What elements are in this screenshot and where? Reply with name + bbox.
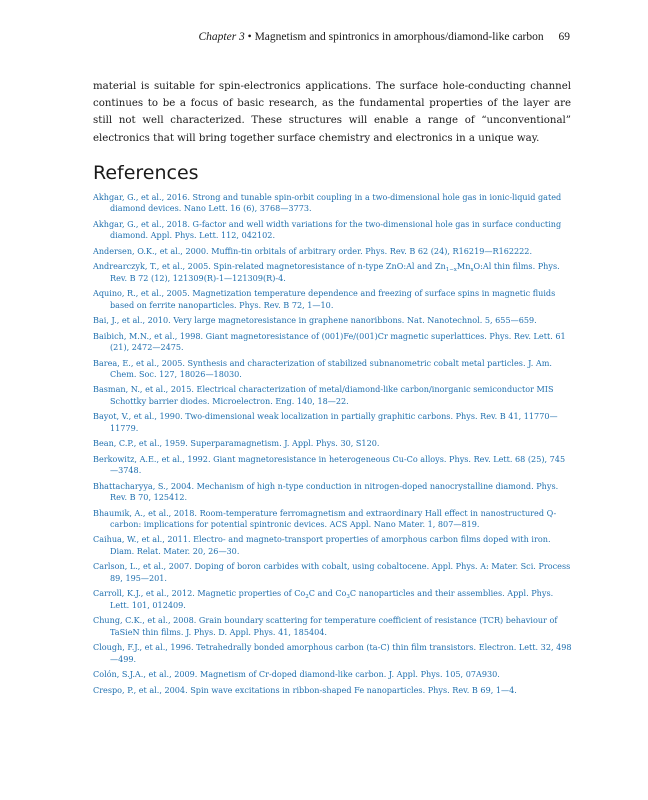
chapter-title: Magnetism and spintronics in amorphous/diamond-like carbon [254,31,544,43]
reference-item[interactable]: Bai, J., et al., 2010. Very large magnetoresistance in graphene nanoribbons. Nat. Nanotechnol. 5, 655—659. [93,315,537,326]
running-header [93,31,570,43]
reference-item[interactable]: Andrearczyk, T., et al., 2005. Spin-related magnetoresistance of n-type ZnO:Al and $Zn_{1-x}Mn_xO:Al$ thin films. Phys. Rev. B 72 (12), 121309(R)-1—121309(R)-4. [93,261,560,283]
reference-item[interactable]: Aquino, R., et al., 2005. Magnetization temperature dependence and freezing of surface spins in magnetic fluids based on ferrite nanoparticles. Phys. Rev. B 72, 1—10. [93,288,556,310]
reference-item[interactable]: Carlson, L., et al., 2007. Doping of boron carbides with cobalt, using cobaltocene. Appl. Phys. A: Mater. Sci. Process 89, 195—201. [93,561,571,583]
reference-item[interactable]: Barea, E., et al., 2005. Synthesis and characterization of stabilized subnanometric cobalt metal particles. J. Am. Chem. Soc. 127, 18026—18030. [93,357,552,379]
reference-item[interactable]: Bhattacharyya, S., 2004. Mechanism of high n-type conduction in nitrogen-doped nanocrystalline diamond. Phys. Rev. B 70, 125412. [93,480,559,503]
references-heading: References [93,162,199,184]
reference-item[interactable]: Bean, C.P., et al., 1959. Superparamagnetism. J. Appl. Phys. 30, S120. [93,438,380,449]
reference-item[interactable]: Baibich, M.N., et al., 1998. Giant magnetoresistance of (001)Fe/(001)Cr magnetic superlattices. Phys. Rev. Lett. 61 (21), 2472—2475. [93,330,566,353]
page-number: 69 [558,31,570,43]
reference-item[interactable]: Carroll, K.J., et al., 2012. Magnetic properties of $Co_2C$ and $Co_3C$ nanoparticles and their assemblies. Appl. Phys. Lett. 101, 012409. [93,588,554,610]
header-bullet: • [247,31,252,43]
reference-item[interactable]: Bayot, V., et al., 1990. Two-dimensional weak localization in partially graphitic carbons. Phys. Rev. B 41, 11770—11779. [93,411,558,433]
reference-item[interactable]: Clough, F.J., et al., 1996. Tetrahedrally bonded amorphous carbon (ta-C) thin film transistors. Electron. Lett. 32, 498—499. [93,642,572,664]
reference-item[interactable]: Basman, N., et al., 2015. Electrical characterization of metal/diamond-like carbon/inorganic semiconductor MIS Schottky barrier diodes. Microelectron. Eng. 140, 18—22. [93,384,554,406]
reference-item[interactable]: Akhgar, G., et al., 2018. G-factor and well width variations for the two-dimensional hole gas in surface conducting diamond. Appl. Phys. Lett. 112, 042102. [93,218,562,241]
reference-item[interactable]: Andersen, O.K., et al., 2000. Muffin-tin orbitals of arbitrary order. Phys. Rev. B 62 (24), R16219—R162222. [93,245,533,256]
reference-item[interactable]: Colón, S.J.A., et al., 2009. Magnetism of Cr-doped diamond-like carbon. J. Appl. Phys. 105, 07A930. [93,669,500,679]
chapter-label: Chapter 3 [198,31,245,43]
reference-item[interactable]: Chung, C.K., et al., 2008. Grain boundary scattering for temperature coefficient of resistance (TCR) behaviour of TaSieN thin films. J. Phys. D. Appl. Phys. 41, 185404. [93,615,558,637]
body-paragraph: material is suitable for spin-electronics applications. The surface hole-conducting channel continues to be a focus of basic research, as the fundamental properties of the layer are still not well characterized. These structures will enable a range of “unconventional” electronics that will bring together surface chemistry and electronics in a unique way. [93,81,571,144]
reference-item[interactable]: Berkowitz, A.E., et al., 1992. Giant magnetoresistance in heterogeneous Cu-Co alloys. Phys. Rev. Lett. 68 (25), 745—3748. [93,453,566,476]
reference-item[interactable]: Akhgar, G., et al., 2016. Strong and tunable spin-orbit coupling in a two-dimensional hole gas in ionic-liquid gated diamond devices. Nano Lett. 16 (6), 3768—3773. [93,192,562,214]
reference-list [93,192,573,700]
reference-item[interactable]: Bhaumik, A., et al., 2018. Room-temperature ferromagnetism and extraordinary Hall effect in nanostructured Q-carbon: implications for potential spintronic devices. ACS Appl. Nano Mater. 1, 807—819. [93,507,557,529]
reference-item[interactable]: Caihua, W., et al., 2011. Electro- and magneto-transport properties of amorphous carbon films doped with iron. Diam. Relat. Mater. 20, 26—30. [93,534,551,556]
reference-item[interactable]: Crespo, P., et al., 2004. Spin wave excitations in ribbon-shaped Fe nanoparticles. Phys. Rev. B 69, 1—4. [93,684,517,695]
